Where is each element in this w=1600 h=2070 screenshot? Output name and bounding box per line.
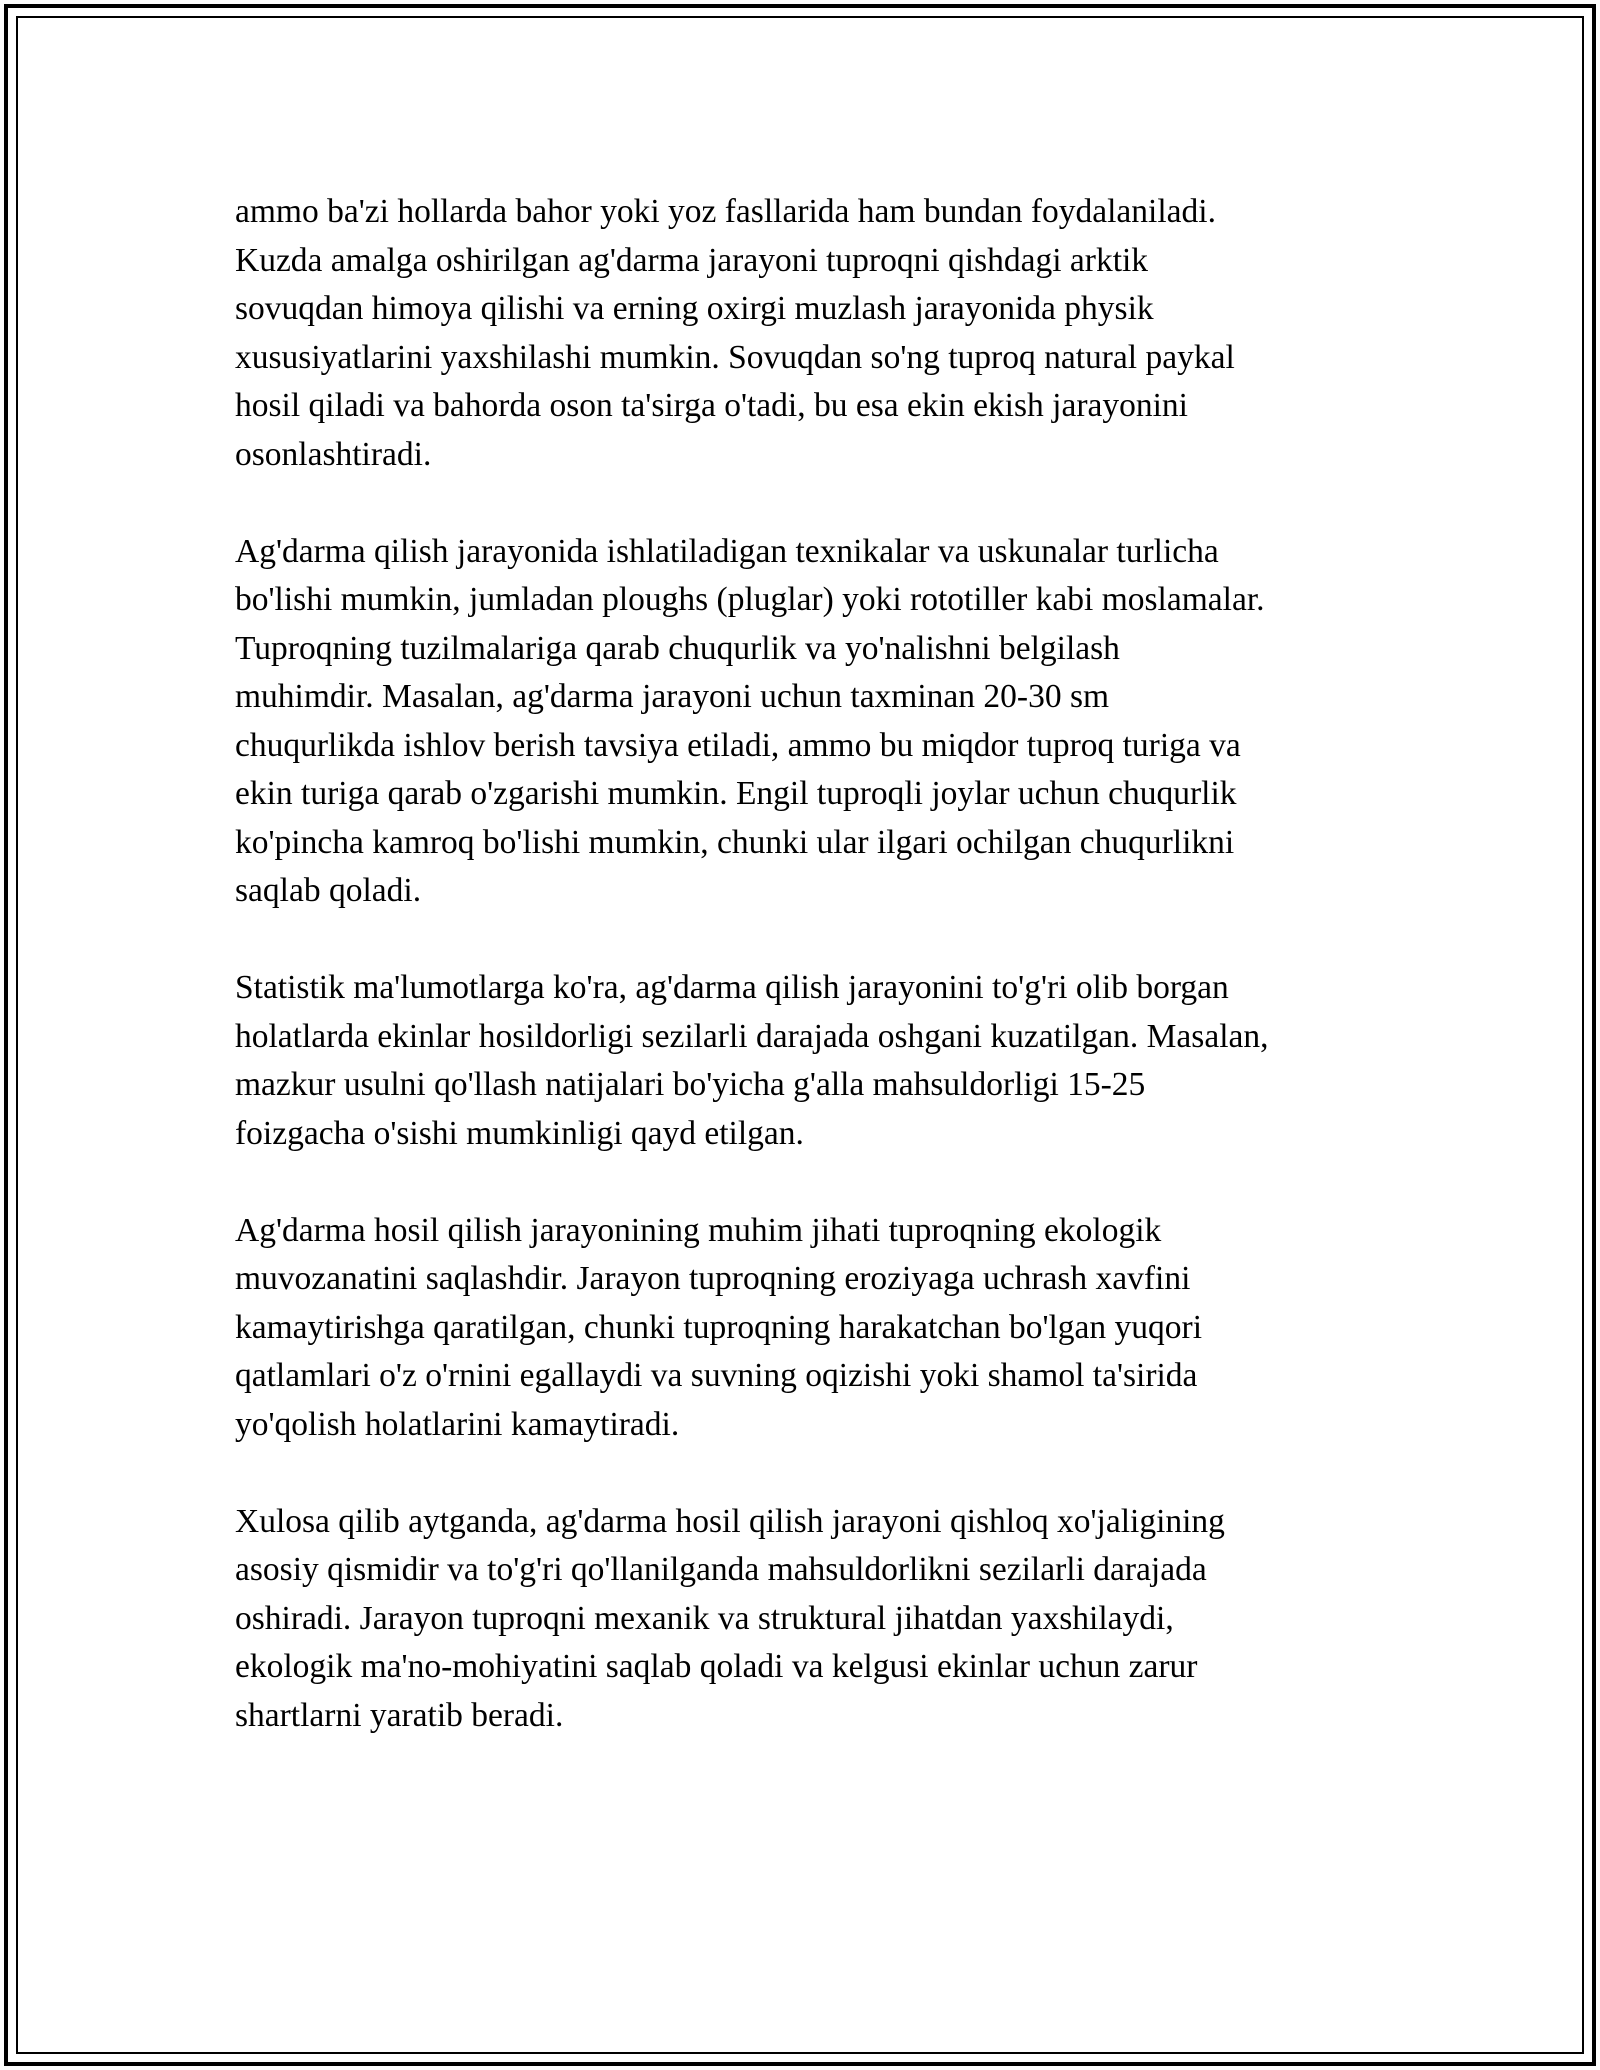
document-body bbox=[235, 188, 1375, 1789]
paragraph-2: Ag'darma qilish jarayonida ishlatiladigan texnikalar va uskunalar turlicha bo'lishi mumkin, jumladan ploughs (pluglar) yoki rototiller kabi moslamalar. Tuproqning tuzilmalariga qarab chuqurlik va yo'nalishni belgilash muhimdir. Masalan, ag'darma jarayoni uchun taxminan 20-30 sm chuqurlikda ishlov berish tavsiya etiladi, ammo bu miqdor tuproq turiga va ekin turiga qarab o'zgarishi mumkin. Engil tuproqli joylar uchun chuqurlik ko'pincha kamroq bo'lishi mumkin, chunki ular ilgari ochilgan chuqurlikni saqlab qoladi. bbox=[235, 532, 1265, 909]
paragraph-3: Statistik ma'lumotlarga ko'ra, ag'darma qilish jarayonini to'g'ri olib borgan holatlarda ekinlar hosildorligi sezilarli darajada oshgani kuzatilgan. Masalan, mazkur usulni qo'llash natijalari bo'yicha g'alla mahsuldorligi 15-25 foizgacha o'sishi mumkinligi qayd etilgan. bbox=[235, 969, 1269, 1152]
paragraph-5: Xulosa qilib aytganda, ag'darma hosil qilish jarayoni qishloq xo'jaligining asosiy qismidir va to'g'ri qo'llanilganda mahsuldorlikni sezilarli darajada oshiradi. Jarayon tuproqni mexanik va struktural jihatdan yaxshilaydi, ekologik ma'no-mohiyatini saqlab qoladi va kelgusi ekinlar uchun zarur shartlarni yaratib beradi. bbox=[235, 1502, 1225, 1734]
paragraph-4: Ag'darma hosil qilish jarayonining muhim jihati tuproqning ekologik muvozanatini saqlashdir. Jarayon tuproqning eroziyaga uchrash xavfini kamaytirishga qaratilgan, chunki tuproqning harakatchan bo'lgan yuqori qatlamlari o'z o'rnini egallaydi va suvning oqizishi yoki shamol ta'sirida yo'qolish holatlarini kamaytiradi. bbox=[235, 1211, 1203, 1443]
paragraph-1: ammo ba'zi hollarda bahor yoki yoz fasllarida ham bundan foydalaniladi. Kuzda amalga oshirilgan ag'darma jarayoni tuproqni qishdagi arktik sovuqdan himoya qilishi va erning oxirgi muzlash jarayonida physik xususiyatlarini yaxshilashi mumkin. Sovuqdan so'ng tuproq natural paykal hosil qiladi va bahorda oson ta'sirga o'tadi, bu esa ekin ekish jarayonini osonlashtiradi. bbox=[235, 193, 1235, 473]
